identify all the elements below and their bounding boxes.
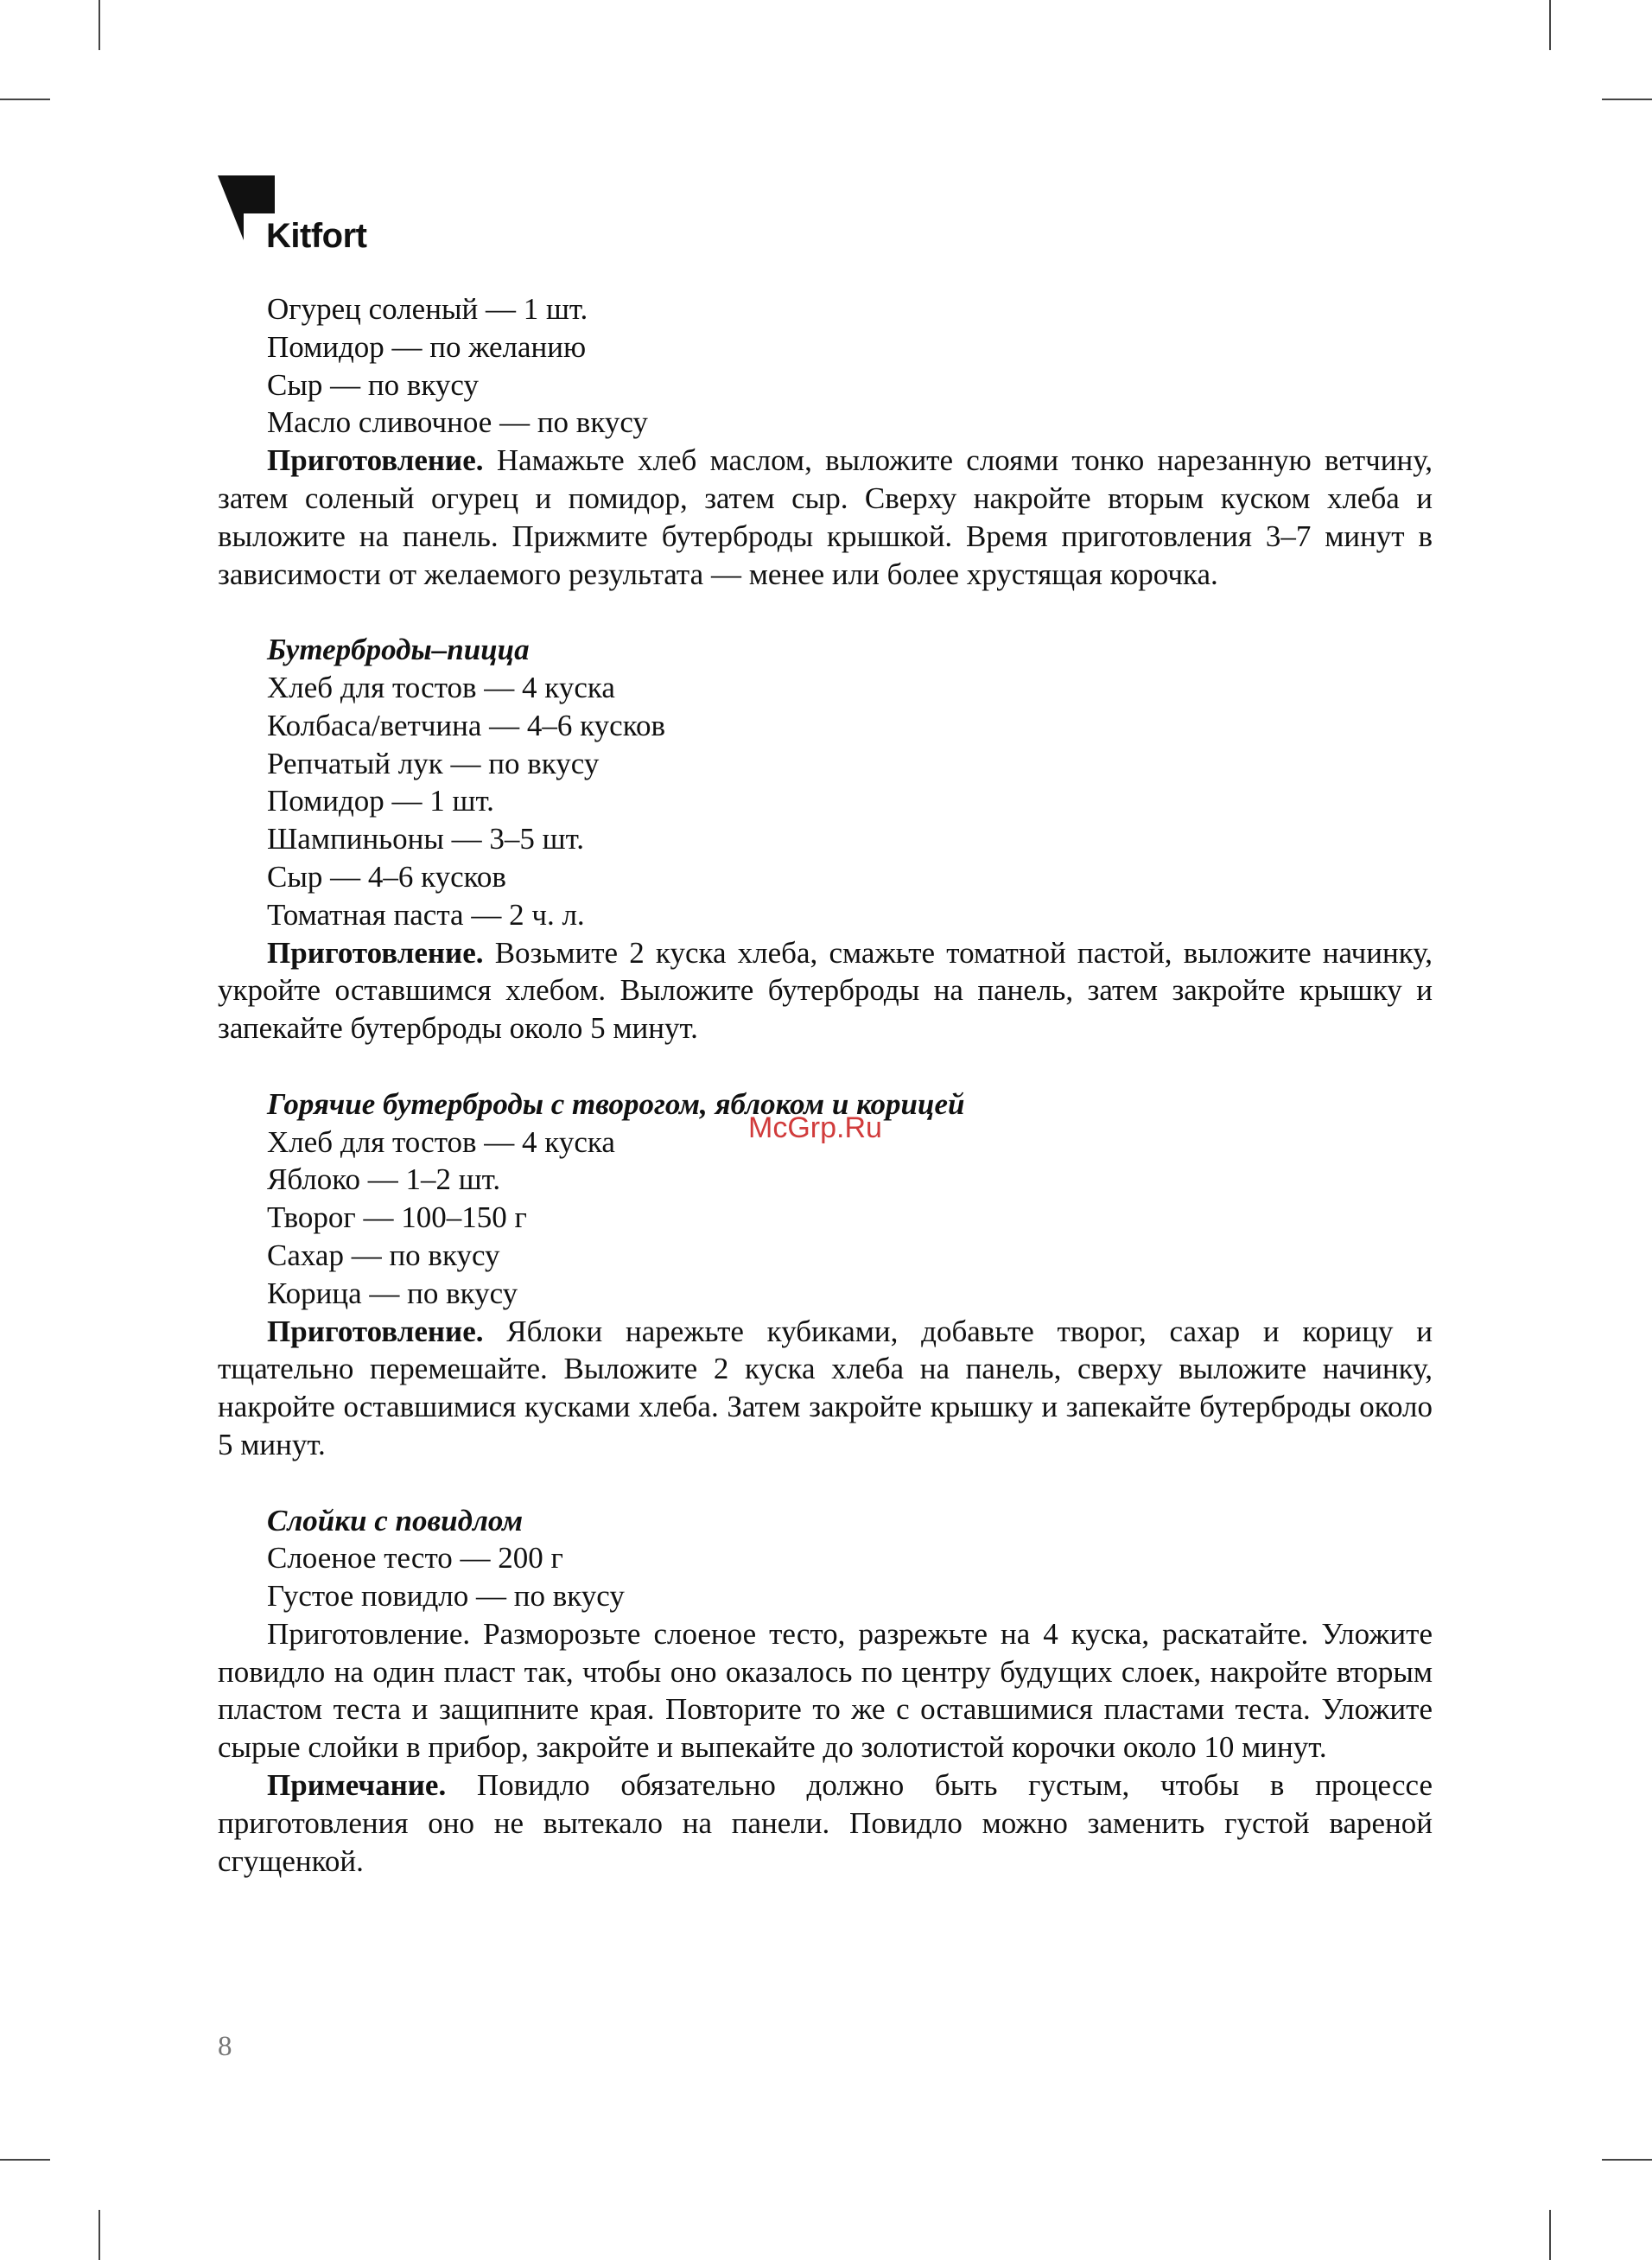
ingredient-item: Творог — 100–150 г — [267, 1200, 527, 1235]
preparation-label: Приготовление. — [267, 935, 484, 970]
crop-mark — [1602, 99, 1652, 100]
watermark: McGrp.Ru — [748, 1111, 882, 1144]
preparation-text: Намажьте хлеб маслом, выложите слоями тонко нарезанную ветчину, затем соленый огурец и помидор, затем сыр. Сверху накройте вторым куском хлеба и выложите на панель. Прижмите бутерброды крышкой. Время приготовления 3–7 минут в зависимости от желаемого результата — менее или более хрустящая корочка. — [218, 443, 1433, 591]
ingredient-item: Масло сливочное — по вкусу — [267, 405, 648, 440]
ingredient-item: Сыр — 4–6 кусков — [267, 859, 506, 894]
preparation-paragraph — [218, 934, 1433, 1047]
recipe-title: Слойки с повидлом — [267, 1503, 524, 1537]
crop-mark — [0, 2159, 50, 2161]
crop-mark — [98, 2210, 100, 2260]
preparation-text: Возьмите 2 куска хлеба, смажьте томатной пастой, выложите начинку, укройте оставшимся хлебом. Выложите бутерброды на панель, затем закройте крышку и запекайте бутерброды около 5 минут. — [218, 935, 1433, 1046]
ingredient-item: Томатная паста — 2 ч. л. — [267, 897, 585, 932]
ingredient-item: Помидор — 1 шт. — [267, 784, 494, 818]
ingredient-item: Сыр — по вкусу — [267, 367, 479, 402]
ingredient-item: Слоеное тесто — 200 г — [267, 1541, 563, 1576]
ingredient-item: Шампиньоны — 3–5 шт. — [267, 822, 585, 856]
note-label: Примечание. — [267, 1768, 447, 1803]
ingredient-item: Репчатый лук — по вкусу — [267, 746, 600, 780]
page-number: 8 — [218, 2031, 232, 2062]
crop-mark — [0, 99, 50, 100]
recipe-title: Горячие бутерброды с творогом, яблоком и корицей — [267, 1086, 965, 1121]
ingredient-item: Помидор — по желанию — [267, 329, 587, 364]
recipe-title: Бутерброды–пицца — [267, 633, 530, 667]
preparation-text: Яблоки нарежьте кубиками, добавьте творог, сахар и корицу и тщательно перемешайте. Выложите 2 куска хлеба на панель, сверху выложите начинку, накройте оставшимися кусками хлеба. Затем закройте крышку и запекайте бутерброды около 5 минут. — [218, 1314, 1433, 1461]
ingredient-item: Колбаса/ветчина — 4–6 кусков — [267, 708, 665, 742]
ingredient-item: Корица — по вкусу — [267, 1276, 518, 1310]
preparation-label: Приготовление. — [267, 443, 484, 478]
brand-logo — [218, 175, 391, 258]
note-paragraph — [218, 1767, 1433, 1880]
brand-name: Kitfort — [266, 217, 367, 255]
crop-mark — [1549, 2210, 1551, 2260]
note-text: Повидло обязательно должно быть густым, чтобы в процессе приготовления оно не вытекало на панели. Повидло можно заменить густой вареной сгущенкой. — [218, 1768, 1433, 1878]
preparation-paragraph — [218, 1313, 1433, 1464]
preparation-paragraph: Приготовление. Разморозьте слоеное тесто, разрежьте на 4 куска, раскатайте. Уложите повидло на один пласт так, чтобы оно оказалось по центру будущих слоек, накройте вторым пластом теста и защипните края. Повторите то же с оставшимися пластами теста. Уложите сырые слойки в прибор, закройте и выпекайте до золотистой корочки около 10 минут. — [218, 1616, 1433, 1765]
ingredient-item: Хлеб для тостов — 4 куска — [267, 1124, 615, 1159]
crop-mark — [98, 0, 100, 50]
ingredient-item: Густое повидло — по вкусу — [267, 1579, 625, 1614]
ingredient-item: Сахар — по вкусу — [267, 1238, 500, 1272]
preparation-paragraph — [218, 442, 1433, 593]
crop-mark — [1549, 0, 1551, 50]
ingredient-item: Хлеб для тостов — 4 куска — [267, 670, 615, 704]
ingredient-item: Яблоко — 1–2 шт. — [267, 1162, 501, 1197]
recipe-content — [218, 290, 1433, 1880]
ingredient-item: Огурец соленый — 1 шт. — [267, 292, 588, 326]
crop-mark — [1602, 2159, 1652, 2161]
preparation-label: Приготовление. — [267, 1314, 484, 1348]
